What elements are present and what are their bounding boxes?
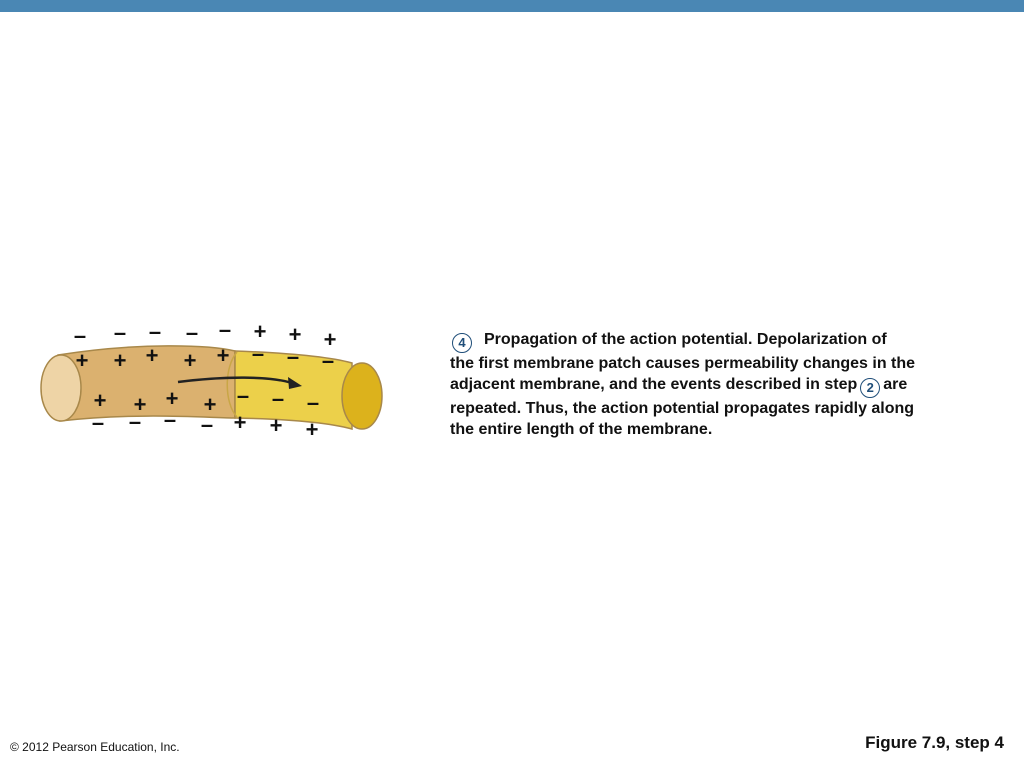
caption-text: are	[883, 376, 908, 393]
axon-diagram	[30, 315, 430, 445]
charge-inner-bottom: +	[133, 392, 147, 417]
charge-outer-bottom: –	[163, 407, 177, 432]
caption-text: Propagation of the action potential. Depolarization of	[484, 331, 887, 348]
charge-inner-top: –	[251, 341, 265, 366]
charge-outer-top: +	[323, 327, 337, 352]
step-number-badge: 4	[452, 333, 472, 353]
caption-line: the first membrane patch causes permeability changes in the	[450, 355, 916, 372]
charge-inner-top: –	[286, 344, 300, 369]
charge-inner-bottom: –	[236, 383, 250, 408]
charge-inner-top: +	[145, 343, 159, 368]
charge-inner-top: –	[321, 348, 335, 373]
charge-outer-top: +	[288, 322, 302, 347]
charge-outer-top: –	[148, 319, 162, 344]
caption-line: repeated. Thus, the action potential propagates rapidly along	[450, 400, 915, 417]
charge-outer-bottom: –	[91, 410, 105, 435]
step-caption	[450, 329, 995, 440]
charge-outer-top: –	[185, 320, 199, 345]
charge-outer-bottom: +	[305, 417, 319, 442]
charge-outer-bottom: +	[233, 410, 247, 435]
charge-inner-bottom: +	[93, 388, 107, 413]
charge-outer-bottom: +	[269, 413, 283, 438]
charge-inner-bottom: –	[271, 386, 285, 411]
charge-outer-bottom: –	[128, 409, 142, 434]
charge-outer-top: –	[218, 317, 232, 342]
charge-inner-top: +	[75, 348, 89, 373]
charge-inner-top: +	[216, 343, 230, 368]
charge-inner-bottom: +	[203, 392, 217, 417]
charge-inner-bottom: –	[306, 390, 320, 415]
axon-diagram-svg	[30, 315, 430, 445]
charge-outer-top: +	[253, 319, 267, 344]
charge-outer-top: –	[73, 323, 87, 348]
figure-label: Figure 7.9, step 4	[865, 733, 1004, 752]
charge-inner-top: +	[113, 348, 127, 373]
copyright-notice: © 2012 Pearson Education, Inc.	[10, 740, 180, 754]
top-accent-bar	[0, 0, 1024, 12]
charge-outer-bottom: –	[200, 412, 214, 437]
charge-inner-bottom: +	[165, 386, 179, 411]
caption-line	[450, 374, 995, 398]
referenced-step-badge: 2	[860, 378, 880, 398]
caption-line: the entire length of the membrane.	[450, 421, 713, 438]
charge-inner-top: +	[183, 348, 197, 373]
charge-outer-top: –	[113, 320, 127, 345]
caption-line	[450, 329, 995, 353]
caption-text: adjacent membrane, and the events described in step	[450, 376, 858, 393]
right-end-cap	[342, 363, 382, 429]
